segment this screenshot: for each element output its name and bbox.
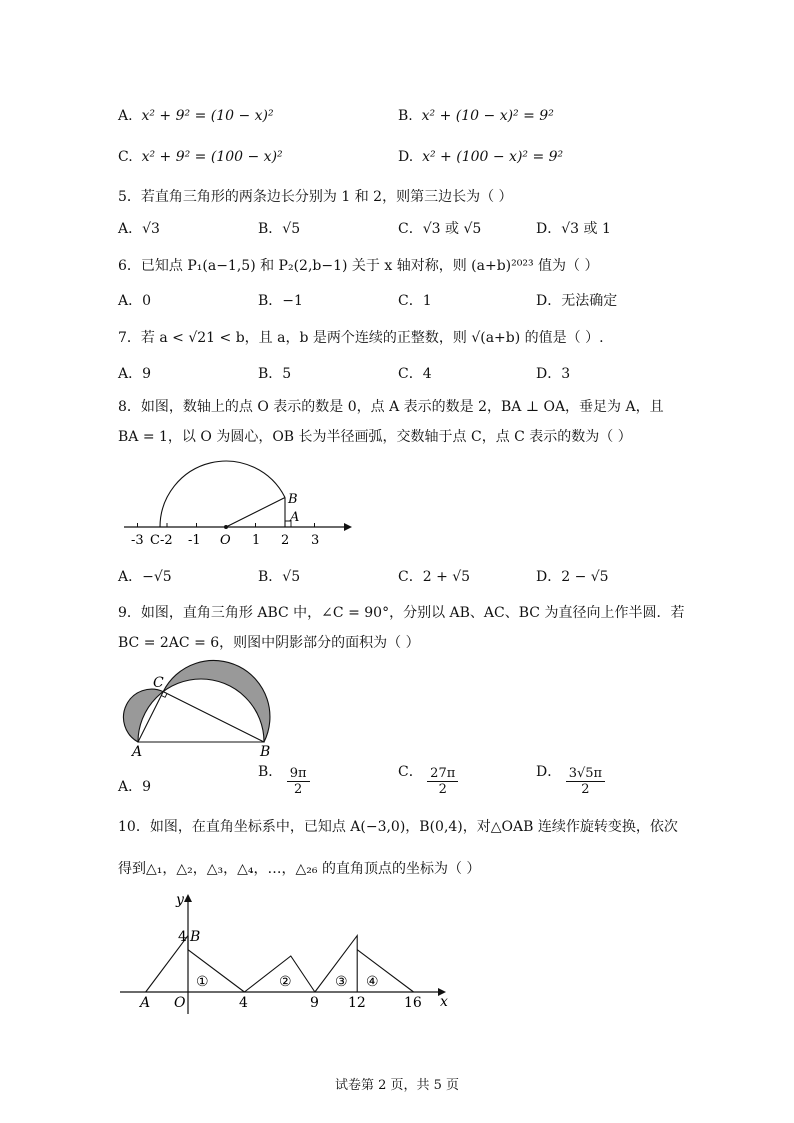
q7-stem: 7．若 a < √21 < b，且 a，b 是两个连续的正整数，则 √(a+b) 的值是（ ）. [118,330,604,346]
q6-option-b: B．−1 [258,293,303,309]
q6-option-a: A．0 [118,293,152,309]
q10-tick-4-y: 4 [178,929,187,945]
q9-option-a: A．9 [118,779,152,795]
q8-tick-label: 3 [311,533,320,547]
q7-options [118,363,678,389]
q9-option-c: C． $\frac{27\pi}{2}$ [398,766,458,797]
q8-option-d: D．2 − √5 [536,569,609,585]
q8-number-line-figure [118,455,358,547]
q7-option-c: C．4 [398,366,432,382]
q8-label-a: A [290,510,300,525]
q10-rotation-figure [112,888,457,1016]
q10-label-o: O [174,995,186,1011]
q10-x-tick-label: 4 [239,995,248,1011]
q5-options [118,218,678,244]
q8-stem-line-2: BA = 1，以 O 为圆心，OB 长为半径画弧，交数轴于点 C，点 C 表示的数为（ ） [118,429,632,445]
q10-label-b: B [190,929,201,945]
q9-options [118,763,678,806]
q10-stem-line-1: 10．如图，在直角坐标系中，已知点 A(−3,0)，B(0,4)，对△OAB 连续作旋转变换，依次 [118,819,678,835]
q9-stem-line-1: 9．如图，直角三角形 ABC 中，∠C = 90°，分别以 AB、AC、BC 为直径向上作半圆．若 [118,605,685,621]
q9-option-b: B． $\frac{9\pi}{2}$ [258,766,310,797]
q5-option-a: A．√3 [118,221,160,237]
q8-option-b: B．√5 [258,569,301,585]
q8-tick-label: -3 [131,533,144,547]
q6-option-d: D．无法确定 [536,293,618,309]
q9-label-c: C [153,675,164,691]
q9-option-d: D． $\frac{3√5\pi}{2}$ [536,766,605,797]
q4-option-b: B. x² + (10 − x)² = 9² [398,108,554,124]
q10-triangle-label-3: ③ [335,974,348,990]
q6-options [118,290,678,316]
q10-axis-y-label: y [176,892,184,908]
q5-option-d: D．√3 或 1 [536,221,611,237]
q8-tick-label: O [220,533,231,547]
q10-stem-line-2: 得到△₁，△₂，△₃，△₄，…，△₂₆ 的直角顶点的坐标为（ ） [118,861,481,877]
q10-x-tick-label: 12 [348,995,366,1011]
q10-triangle-label-1: ① [196,974,209,990]
q8-option-c: C．2 + √5 [398,569,471,585]
q10-triangle-label-4: ④ [366,974,379,990]
q5-option-c: C．√3 或 √5 [398,221,482,237]
q4-options-row-2 [118,149,678,175]
q9-semicircles-figure [114,654,284,758]
q8-label-b: B [288,492,298,507]
q8-options [118,566,678,592]
q10-x-tick-label: 16 [404,995,422,1011]
q10-x-tick-label: 9 [310,995,319,1011]
q8-tick-label: -1 [188,533,201,547]
q9-label-a: A [132,744,143,758]
q7-option-b: B．5 [258,366,292,382]
q6-stem: 6．已知点 P₁(a−1,5) 和 P₂(2,b−1) 关于 x 轴对称，则 (a+b)²⁰²³ 值为（ ） [118,258,599,274]
q4-option-a: A. x² + 9² = (10 − x)² [118,108,274,124]
q9-stem-line-2: BC = 2AC = 6，则图中阴影部分的面积为（ ） [118,635,420,651]
q6-option-c: C．1 [398,293,432,309]
q8-tick-label: 2 [281,533,290,547]
q8-option-a: A．−√5 [118,569,172,585]
q7-option-a: A．9 [118,366,152,382]
q8-tick-label: 1 [252,533,261,547]
q10-label-a: A [140,995,151,1011]
q5-stem: 5．若直角三角形的两条边长分别为 1 和 2，则第三边长为（ ） [118,189,513,205]
q10-axis-x-label: x [440,994,448,1010]
q8-tick-label: C-2 [150,533,173,547]
q5-option-b: B．√5 [258,221,301,237]
q4-options-row-1 [118,108,678,134]
q4-option-d: D. x² + (100 − x)² = 9² [398,149,564,165]
q10-triangle-label-2: ② [279,974,292,990]
q8-stem-line-1: 8．如图，数轴上的点 O 表示的数是 0，点 A 表示的数是 2，BA ⊥ OA，垂足为 A，且 [118,399,664,415]
page-footer: 试卷第 2 页，共 5 页 [334,1078,460,1093]
q7-option-d: D．3 [536,366,571,382]
q9-label-b: B [260,744,271,758]
q4-option-c: C. x² + 9² = (100 − x)² [118,149,283,165]
